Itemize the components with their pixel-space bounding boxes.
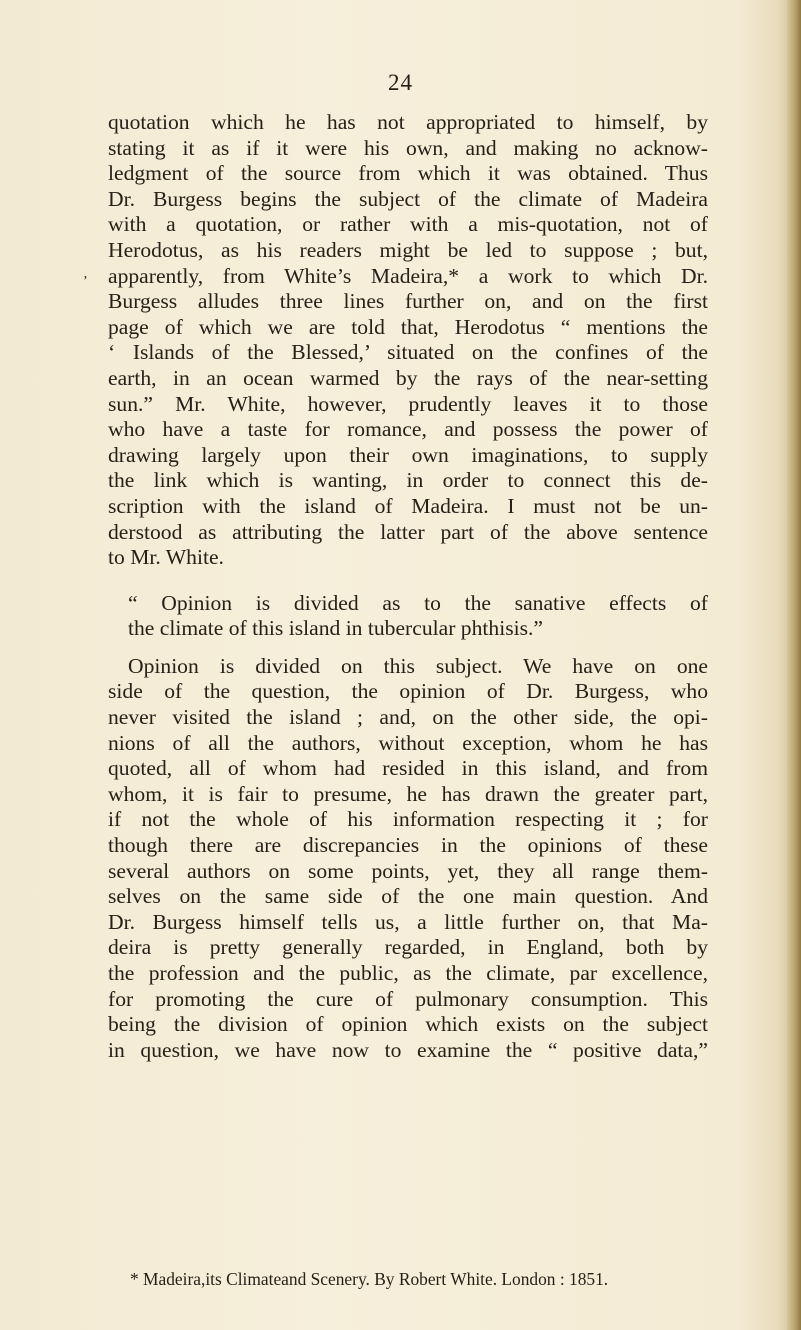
margin-mark: ʼ bbox=[83, 274, 88, 289]
text-line: derstood as attributing the latter part of the above sentence bbox=[108, 519, 708, 544]
text-line: if not the whole of his information respecting it ; for bbox=[108, 807, 708, 832]
text-line: nions of all the authors, without exception, whom he has bbox=[108, 730, 708, 755]
text-line: quotation which he has not appropriated to himself, by bbox=[108, 110, 708, 134]
text-line: apparently, from White’s Madeira,* a work to which Dr. bbox=[108, 263, 708, 288]
text-line: Herodotus, as his readers might be led to suppose ; but, bbox=[108, 237, 708, 262]
text-line: in question, we have now to examine the “ positive data,” bbox=[108, 1037, 708, 1062]
text-line: selves on the same side of the one main question. And bbox=[108, 884, 708, 909]
footnote: * Madeira,its Climateand Scenery. By Robert White. London : 1851. bbox=[130, 1269, 609, 1289]
text-line: Dr. Burgess begins the subject of the climate of Madeira bbox=[108, 186, 708, 211]
text-line: side of the question, the opinion of Dr. Burgess, who bbox=[108, 679, 708, 704]
text-line: ledgment of the source from which it was obtained. Thus bbox=[108, 161, 708, 186]
text-line: the profession and the public, as the climate, par excellence, bbox=[108, 961, 708, 985]
paragraph-1 bbox=[108, 110, 708, 571]
text-line: drawing largely upon their own imaginations, to supply bbox=[108, 442, 708, 467]
text-line: scription with the island of Madeira. I must not be un- bbox=[108, 493, 708, 518]
text-line: earth, in an ocean warmed by the rays of the near-setting bbox=[108, 365, 708, 390]
paragraph-2 bbox=[108, 654, 708, 1064]
block-quote bbox=[108, 591, 708, 642]
text-line: Dr. Burgess himself tells us, a little further on, that Ma- bbox=[108, 909, 708, 934]
text-line: who have a taste for romance, and possess the power of bbox=[108, 417, 708, 442]
text-line: ‘ Islands of the Blessed,’ situated on the confines of the bbox=[108, 340, 708, 365]
text-line: whom, it is fair to presume, he has drawn the greater part, bbox=[108, 781, 708, 806]
text-line: stating it as if it were his own, and making no acknow- bbox=[108, 135, 708, 160]
body-text bbox=[108, 110, 708, 1063]
text-line: though there are discrepancies in the opinions of these bbox=[108, 833, 708, 858]
text-line: to Mr. White. bbox=[108, 545, 224, 570]
page-number: 24 bbox=[388, 70, 413, 95]
text-line: never visited the island ; and, on the other side, the opi- bbox=[108, 705, 708, 730]
text-line: Opinion is divided on this subject. We have on one bbox=[128, 653, 708, 678]
quote-line: “ Opinion is divided as to the sanative effects of bbox=[128, 590, 708, 615]
text-line: the link which is wanting, in order to connect this de- bbox=[108, 468, 708, 493]
text-line: quoted, all of whom had resided in this island, and from bbox=[108, 756, 708, 781]
text-line: page of which we are told that, Herodotus “ mentions the bbox=[108, 314, 708, 339]
text-line: sun.” Mr. White, however, prudently leaves it to those bbox=[108, 391, 708, 416]
text-line: Burgess alludes three lines further on, and on the first bbox=[108, 289, 708, 314]
quote-line: the climate of this island in tubercular phthisis.” bbox=[128, 616, 543, 641]
text-line: several authors on some points, yet, they all range them- bbox=[108, 858, 708, 883]
text-line: with a quotation, or rather with a mis-quotation, not of bbox=[108, 212, 708, 237]
text-line: for promoting the cure of pulmonary consumption. This bbox=[108, 986, 708, 1011]
text-line: deira is pretty generally regarded, in England, both by bbox=[108, 935, 708, 960]
page-edge bbox=[787, 0, 801, 1330]
text-line: being the division of opinion which exists on the subject bbox=[108, 1012, 708, 1037]
